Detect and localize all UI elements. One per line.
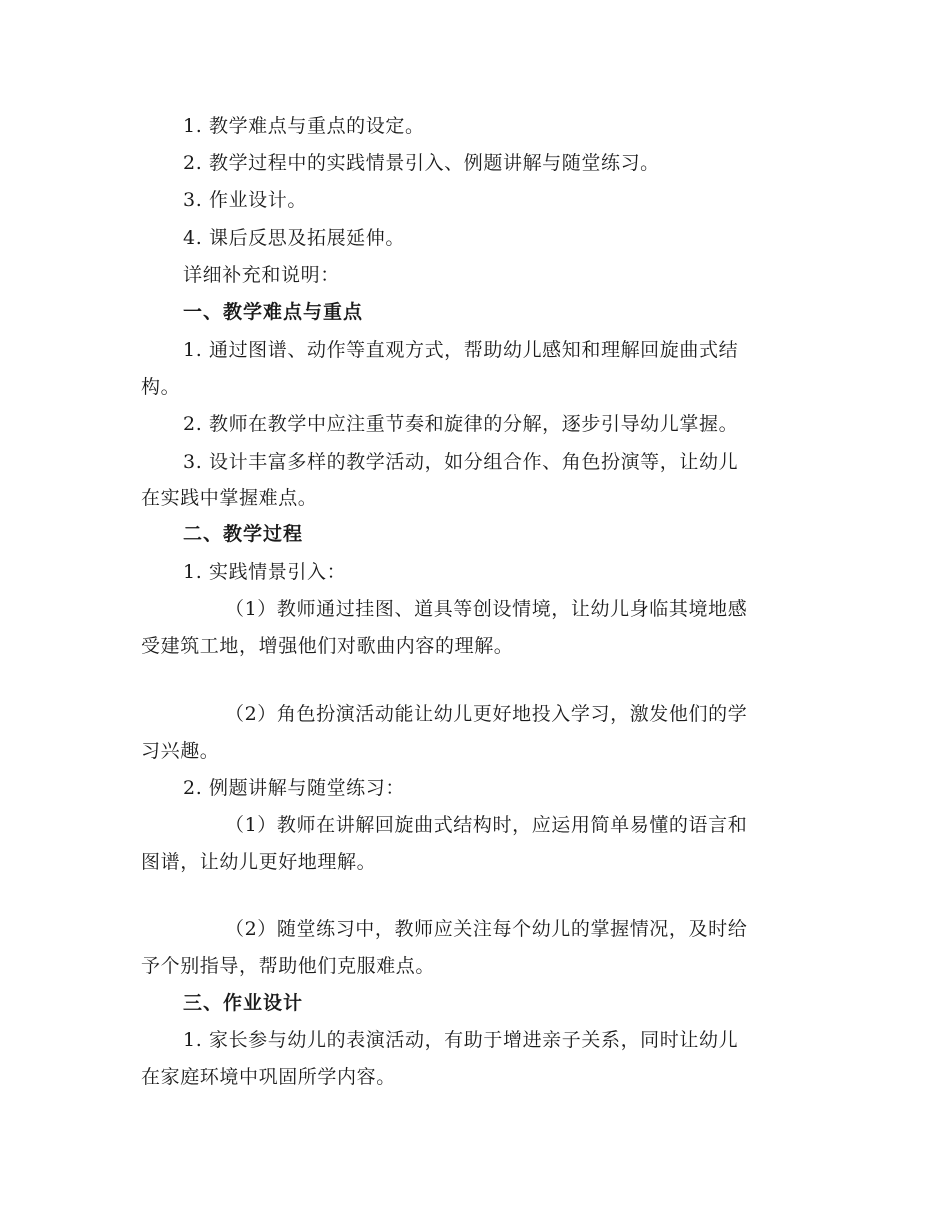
paragraph-line: 习兴趣。 xyxy=(141,740,220,762)
list-item: 3. 作业设计。 xyxy=(183,189,307,211)
paragraph-line: 构。 xyxy=(141,376,181,398)
paragraph-line: 受建筑工地，增强他们对歌曲内容的理解。 xyxy=(141,635,514,657)
list-item: 2. 教学过程中的实践情景引入、例题讲解与随堂练习。 xyxy=(183,152,660,174)
paragraph-line: 1. 家长参与幼儿的表演活动，有助于增进亲子关系，同时让幼儿 xyxy=(183,1029,739,1051)
paragraph-line: 3. 设计丰富多样的教学活动，如分组合作、角色扮演等，让幼儿 xyxy=(183,451,739,473)
section-heading: 一、教学难点与重点 xyxy=(183,301,364,323)
paragraph-line: 2. 教师在教学中应注重节奏和旋律的分解，逐步引导幼儿掌握。 xyxy=(183,413,739,435)
paragraph-line: 图谱，让幼儿更好地理解。 xyxy=(141,851,377,873)
section-heading: 三、作业设计 xyxy=(183,992,304,1014)
paragraph-line: （1）教师通过挂图、道具等创设情境，让幼儿身临其境地感 xyxy=(225,598,748,620)
paragraph-line: 予个别指导，帮助他们克服难点。 xyxy=(141,955,436,977)
intro-text: 详细补充和说明： xyxy=(183,264,340,286)
paragraph-line: （1）教师在讲解回旋曲式结构时，应运用简单易懂的语言和 xyxy=(225,814,748,836)
paragraph-line: （2）随堂练习中，教师应关注每个幼儿的掌握情况，及时给 xyxy=(225,918,748,940)
paragraph-line: 1. 通过图谱、动作等直观方式，帮助幼儿感知和理解回旋曲式结 xyxy=(183,339,739,361)
list-item: 4. 课后反思及拓展延伸。 xyxy=(183,227,405,249)
subsection-title: 2. 例题讲解与随堂练习： xyxy=(183,777,405,799)
list-item: 1. 教学难点与重点的设定。 xyxy=(183,115,425,137)
paragraph-line: 在实践中掌握难点。 xyxy=(141,487,318,509)
paragraph-line: （2）角色扮演活动能让幼儿更好地投入学习，激发他们的学 xyxy=(225,703,748,725)
subsection-title: 1. 实践情景引入： xyxy=(183,561,347,583)
paragraph-line: 在家庭环境中巩固所学内容。 xyxy=(141,1066,396,1088)
section-heading: 二、教学过程 xyxy=(183,523,304,545)
